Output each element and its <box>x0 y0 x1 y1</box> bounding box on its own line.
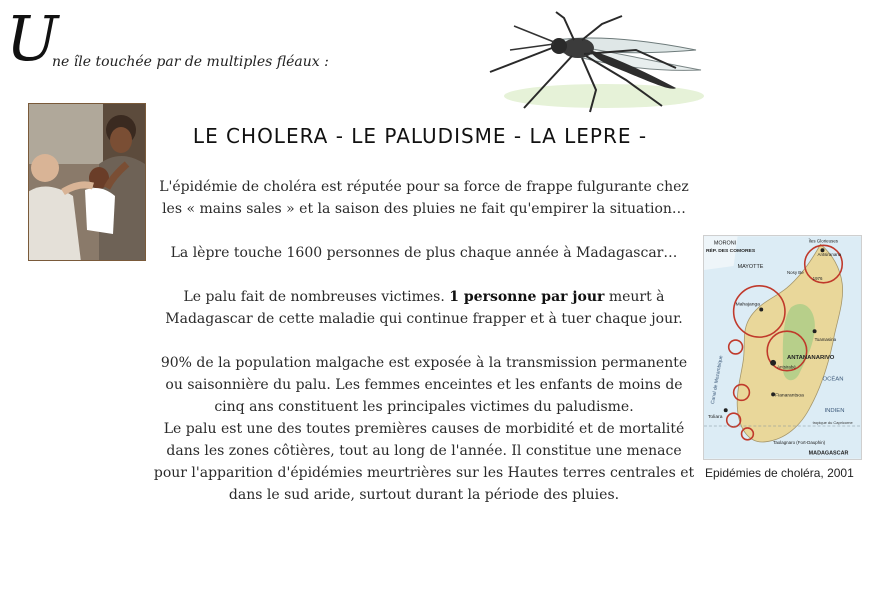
paragraph-palu-victims <box>150 286 698 330</box>
map-label-indien: INDIEN <box>824 408 845 415</box>
map-label-toamasina: Toamasina <box>814 337 837 343</box>
map-label-comores: RÉP. DES COMORES <box>705 249 756 255</box>
map-label-mahajanga: Mahajanga <box>735 302 760 308</box>
paragraph-palu-victims-end: meurt à Madagascar de cette maladie qui continue frapper et à tuer chaque jour. <box>165 289 683 327</box>
map-caption: Epidémies de choléra, 2001 <box>705 466 854 480</box>
paragraph-morbidity: Le palu est une des toutes premières causes de morbidité et de mortalité dans les zones côtières, tout au long de l'année. Il constitue une menace pour l'apparition d'épidémies meurtrières sur les Hautes terres centrales et dans le sud aride, surtout durant la période des pluies. <box>153 421 695 503</box>
dropcap-letter: U <box>6 2 59 75</box>
photo-care-scene <box>28 103 146 261</box>
paragraph-palu-victims-start: Le palu fait de nombreuses victimes. <box>183 289 450 305</box>
map-label-nosybe: Nosy Be <box>786 269 804 275</box>
mosquito-illustration <box>486 10 712 116</box>
map-label-canal: Canal de Mozambique <box>710 355 725 405</box>
body-text <box>150 176 698 506</box>
map-label-antsirabe: Antsirabé <box>777 364 796 370</box>
map-label-moroni: MORONI <box>713 240 737 247</box>
paragraph-lepre: La lèpre touche 1600 personnes de plus chaque année à Madagascar… <box>170 245 678 261</box>
map-label-antsiranana: Antsiranana <box>817 252 842 258</box>
map-label-capricorne: tropique du Capricorne <box>812 420 853 426</box>
map-label-taolagnaro: Taolagnaro (Fort-Dauphin) <box>773 439 826 445</box>
headline: LE CHOLERA - LE PALUDISME - LA LEPRE - <box>192 124 648 148</box>
intro-line: ne île touchée par de multiples fléaux : <box>52 54 329 70</box>
map-label-ocean: OCÉAN <box>822 376 844 383</box>
map-label-toliara: Toliara <box>707 415 723 421</box>
madagascar-cholera-map <box>703 235 862 460</box>
map-label-mayotte: MAYOTTE <box>737 264 764 271</box>
map-label-antananarivo: ANTANANARIVO <box>786 354 835 361</box>
highlight-one-per-day: 1 personne par jour <box>449 289 605 305</box>
map-label-madagascar: MADAGASCAR <box>808 450 849 457</box>
map-label-year: 1976 <box>812 275 823 281</box>
map-label-glorieuses: Îles Glorieuses <box>808 238 839 244</box>
paragraph-population-exposure: 90% de la population malgache est exposée à la transmission permanente ou saisonnière du palu. Les femmes enceintes et les enfants de moins de cinq ans constituent les principales victimes du paludisme. <box>160 355 688 415</box>
map-label-fianarantsoa: Fianarantsoa <box>775 393 804 399</box>
paragraph-cholera: L'épidémie de choléra est réputée pour sa force de frappe fulgurante chez les « mains sales » et la saison des pluies ne fait qu'empirer la situation… <box>159 179 689 217</box>
